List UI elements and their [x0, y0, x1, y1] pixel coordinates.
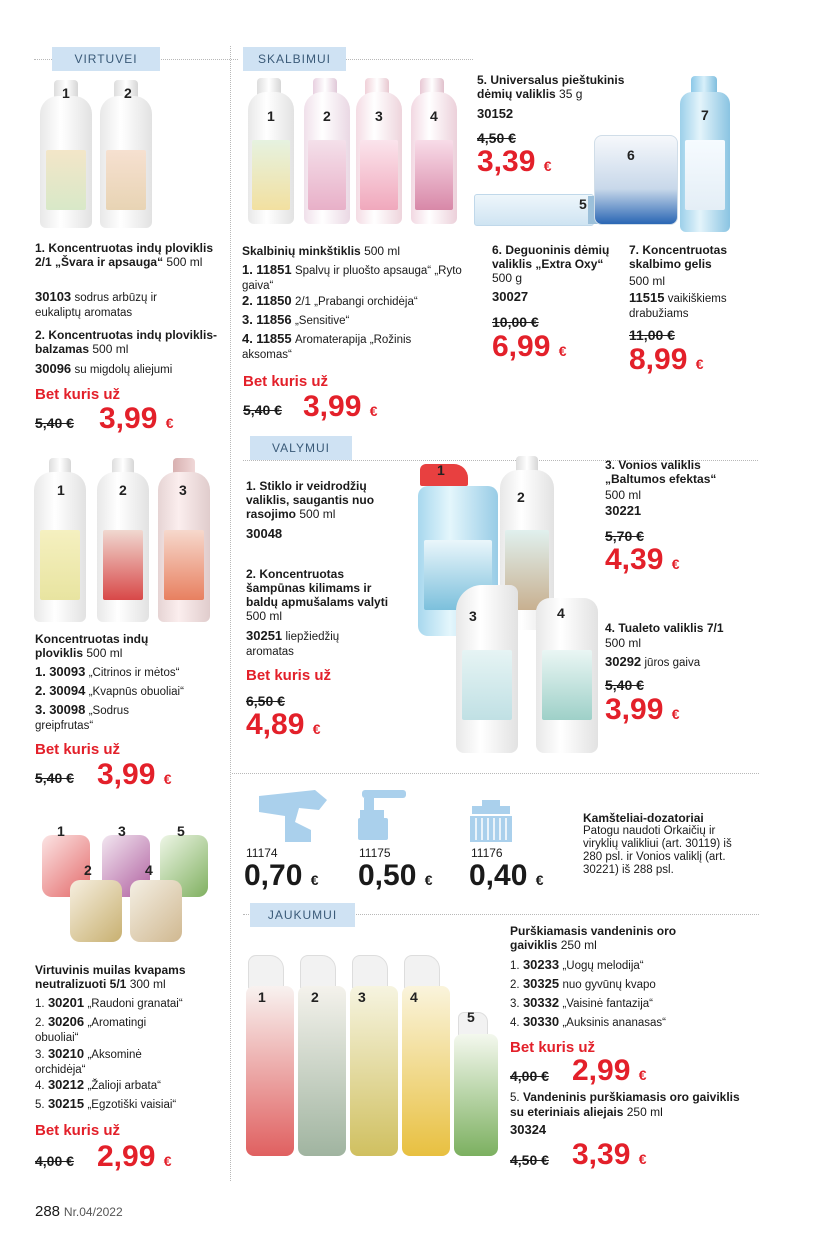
price: 3,99 € — [303, 390, 378, 423]
old-price: 6,50 € — [246, 693, 285, 709]
glass-title: 1. Stiklo ir veidrodžių valiklis, saugantis nuo rasojimo 500 ml — [246, 479, 375, 521]
old-price: 5,40 € — [605, 677, 644, 693]
soap-title: Virtuvinis muilas kvapams neutralizuoti 5/1 300 ml — [35, 963, 186, 991]
product-number: 3 — [358, 989, 366, 1005]
old-price: 4,50 € — [477, 130, 516, 146]
product-number: 3 — [469, 608, 477, 624]
product-number: 3 — [118, 823, 126, 839]
price: 8,99 € — [629, 343, 704, 376]
product-number: 5 — [467, 1009, 475, 1025]
product-number: 4 — [410, 989, 418, 1005]
bet-kuris-label: Bet kuris už — [246, 667, 332, 684]
bet-kuris-label: Bet kuris už — [510, 1039, 596, 1056]
spray-trigger-icon — [255, 782, 345, 844]
price: 2,99 € — [572, 1054, 647, 1087]
oxy-title: 6. Deguoninis dėmių valiklis „Extra Oxy“ 500 g — [492, 243, 610, 285]
bet-kuris-label: Bet kuris už — [35, 741, 121, 758]
cap-price: 0,40 € — [469, 859, 544, 892]
product-number: 2 — [124, 85, 132, 101]
cap-code: 11174 — [246, 846, 278, 860]
list-item: 4. 11855 Aromaterapija „Rožinis aksomas“ — [242, 331, 412, 361]
dish-p2-code-line: 30096 su migdolų aliejumi — [35, 361, 173, 376]
price: 4,89 € — [246, 708, 321, 741]
list-item: 2. 30325 nuo gyvūnų kvapo — [510, 976, 656, 991]
bath-vol: 500 ml — [605, 488, 642, 502]
product-number: 1 — [62, 85, 70, 101]
list-item: 1. 30093 „Citrinos ir mėtos“ — [35, 664, 180, 679]
product-number: 2 — [84, 862, 92, 878]
flip-cap-icon — [468, 798, 514, 844]
old-price: 5,40 € — [243, 402, 282, 418]
list-item: 4. 30330 „Auksinis ananasas“ — [510, 1014, 666, 1029]
product-number: 1 — [57, 482, 65, 498]
product-number: 1 — [267, 108, 275, 124]
dish2-title: Koncentruotas indų ploviklis 500 ml — [35, 632, 149, 660]
softener-title: Skalbinių minkštiklis 500 ml — [242, 244, 401, 258]
caps-description: Patogu naudoti Orkaičių ir viryklių valikliui (art. 30119) iš 280 psl. ir Vonios valiklį (art. 30221) iš 288 psl. — [583, 825, 732, 876]
price: 3,39 € — [477, 145, 552, 178]
gel-vol: 500 ml — [629, 274, 666, 288]
product-number: 6 — [627, 147, 635, 163]
section-tag-valymui: VALYMUI — [250, 436, 352, 460]
spray-p5-title: 5. Vandeninis purškiamasis oro gaiviklis su eteriniais aliejais 250 ml — [510, 1090, 740, 1119]
product-number: 3 — [375, 108, 383, 124]
toilet-code-line: 30292 jūros gaiva — [605, 654, 701, 669]
issue-number: Nr.04/2022 — [63, 1205, 123, 1219]
price: 6,99 € — [492, 330, 567, 363]
old-price: 10,00 € — [492, 314, 539, 330]
section-tag-virtuvei: VIRTUVEI — [52, 47, 160, 71]
carpet-code-line: 30251 liepžiedžių aromatas — [246, 628, 340, 658]
old-price: 4,00 € — [35, 1153, 74, 1169]
carpet-title: 2. Koncentruotas šampūnas kilimams ir baldų apmušalams valyti 500 ml — [246, 567, 389, 623]
list-item: 3. 30210 „Aksominė orchidėja“ — [35, 1046, 142, 1076]
old-price: 5,70 € — [605, 528, 644, 544]
old-price: 4,50 € — [510, 1152, 549, 1168]
toilet-vol: 500 ml — [605, 636, 642, 650]
section-tag-jaukumui: JAUKUMUI — [250, 903, 355, 927]
old-price: 4,00 € — [510, 1068, 549, 1084]
bet-kuris-label: Bet kuris už — [35, 1122, 121, 1139]
bath-code: 30221 — [605, 503, 642, 518]
product-number: 5 — [579, 196, 587, 212]
dish-p2-title: 2. Koncentruotas indų ploviklis-balzamas 500 ml — [35, 328, 218, 356]
cap-code: 11176 — [471, 846, 503, 860]
price: 3,99 € — [99, 402, 174, 435]
oxy-code: 30027 — [492, 289, 529, 304]
list-item: 5. 30215 „Egzotiški vaisiai“ — [35, 1096, 177, 1111]
product-number: 5 — [177, 823, 185, 839]
bet-kuris-label: Bet kuris už — [243, 373, 329, 390]
price: 4,39 € — [605, 543, 680, 576]
price: 2,99 € — [97, 1140, 172, 1173]
product-number: 4 — [430, 108, 438, 124]
price: 3,39 € — [572, 1138, 647, 1171]
product-number: 1 — [437, 462, 445, 478]
dish-p1-code-line: 30103 sodrus arbūzų ir eukaliptų aromatas — [35, 289, 157, 319]
pencil-code: 30152 — [477, 106, 514, 121]
list-item: 1. 11851 Spalvų ir pluošto apsauga“ „Ryto gaiva“ — [242, 262, 462, 292]
bath-title: 3. Vonios valiklis „Baltumos efektas“ — [605, 458, 717, 486]
gel-title: 7. Koncentruotas skalbimo gelis — [629, 243, 728, 271]
section-tag-skalbimui: SKALBIMUI — [243, 47, 346, 71]
product-number: 2 — [323, 108, 331, 124]
gel-code-line: 11515 vaikiškiems drabužiams — [629, 290, 727, 320]
product-number: 2 — [119, 482, 127, 498]
pump-dispenser-icon — [356, 786, 412, 842]
price: 3,99 € — [97, 758, 172, 791]
list-item: 2. 30094 „Kvapnūs obuoliai“ — [35, 683, 184, 698]
pencil-title: 5. Universalus pieštukinis dėmių valiklis 35 g — [477, 73, 625, 101]
caps-title: Kamšteliai-dozatoriai — [583, 811, 704, 825]
old-price: 11,00 € — [629, 327, 675, 343]
cap-price: 0,50 € — [358, 859, 433, 892]
spray-title: Purškiamasis vandeninis oro gaiviklis 250 ml — [510, 924, 677, 952]
list-item: 1. 30201 „Raudoni granatai“ — [35, 995, 183, 1010]
product-number: 2 — [311, 989, 319, 1005]
list-item: 3. 11856 „Sensitive“ — [242, 312, 350, 327]
list-item: 4. 30212 „Žalioji arbata“ — [35, 1077, 161, 1092]
spray-p5-code: 30324 — [510, 1122, 547, 1137]
product-number: 4 — [557, 605, 565, 621]
product-number: 7 — [701, 107, 709, 123]
list-item: 2. 11850 2/1 „Prabangi orchidėja“ — [242, 293, 418, 308]
list-item: 2. 30206 „Aromatingi obuoliai“ — [35, 1014, 147, 1044]
cap-code: 11175 — [359, 846, 391, 860]
product-number: 1 — [57, 823, 65, 839]
page-footer — [35, 1203, 123, 1220]
dish-p1-title: 1. Koncentruotas indų ploviklis 2/1 „Švara ir apsauga“ 500 ml — [35, 241, 214, 269]
bet-kuris-label: Bet kuris už — [35, 386, 121, 403]
list-item: 1. 30233 „Uogų melodija“ — [510, 957, 644, 972]
old-price: 5,40 € — [35, 415, 74, 431]
product-number: 3 — [179, 482, 187, 498]
product-number: 4 — [145, 862, 153, 878]
list-item: 3. 30098 „Sodrus greipfrutas“ — [35, 702, 129, 732]
list-item: 3. 30332 „Vaisinė fantazija“ — [510, 995, 653, 1010]
toilet-title: 4. Tualeto valiklis 7/1 — [605, 621, 724, 635]
page-number: 288 — [35, 1203, 61, 1220]
cap-price: 0,70 € — [244, 859, 319, 892]
product-number: 1 — [258, 989, 266, 1005]
old-price: 5,40 € — [35, 770, 74, 786]
glass-code: 30048 — [246, 526, 283, 541]
product-number: 2 — [517, 489, 525, 505]
price: 3,99 € — [605, 693, 680, 726]
